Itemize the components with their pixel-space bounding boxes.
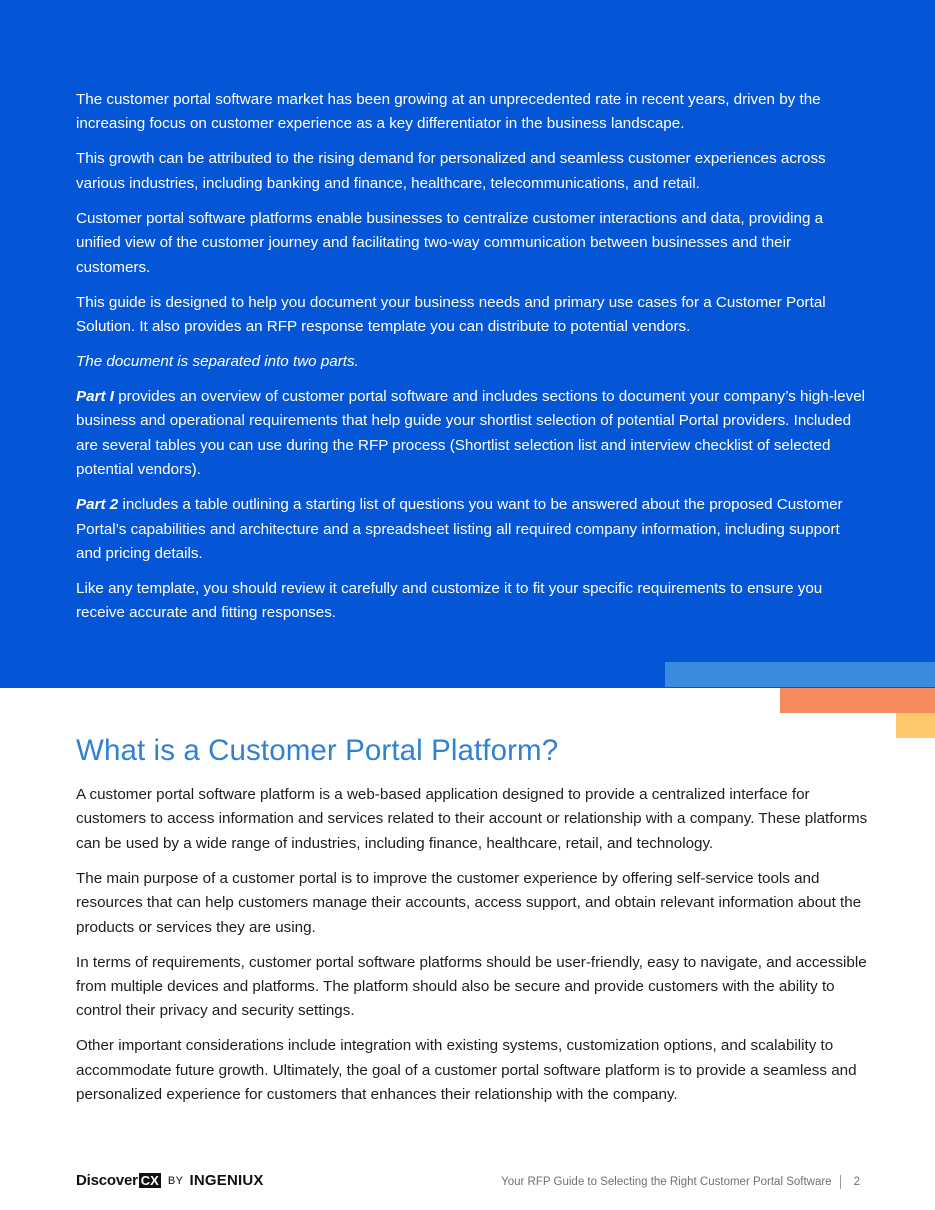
decorative-strip-blue — [665, 662, 935, 687]
logo-ingeniux: INGENIUX — [189, 1172, 264, 1189]
part-1-text: provides an overview of customer portal software and includes sections to document your company’s high-level business and operational requirements that help guide your shortlist selection of potential Portal providers. Included are several tables you can use during the RFP process (Shortlist selection list and interview checklist of selected potential vendors). — [76, 388, 866, 479]
section-paragraph-3: In terms of requirements, customer portal software platforms should be user-friendly, easy to navigate, and accessible from multiple devices and platforms. The platform should also be secure and provide customers with the ability to control their privacy and security settings. — [76, 953, 867, 1020]
logo-cx: CX — [140, 1173, 159, 1188]
intro-paragraph-3: Customer portal software platforms enable businesses to centralize customer interactions and data, providing a unified view of the customer journey and facilitating two-way communication between businesses and their customers. — [76, 209, 824, 276]
page-number: 2 — [853, 1176, 860, 1188]
logo-by: BY — [167, 1174, 184, 1187]
intro-paragraph-6 — [76, 385, 866, 483]
section-paragraph-4: Other important considerations include integration with existing systems, customization options, and scalability to accommodate future growth. Ultimately, the goal of a customer portal software platform is to provide a seamless and personalized experience for customers that enhances their relationship with the company. — [76, 1037, 857, 1104]
intro-paragraph-2: This growth can be attributed to the rising demand for personalized and seamless customer experiences across various industries, including banking and finance, healthcare, telecommunications, and retail. — [76, 150, 826, 192]
footer-document-title: Your RFP Guide to Selecting the Right Customer Portal Software — [501, 1176, 832, 1188]
decorative-strip-yellow — [896, 713, 935, 738]
intro-text — [76, 88, 866, 636]
intro-paragraph-8: Like any template, you should review it carefully and customize it to fit your specific requirements to ensure you receive accurate and fitting responses. — [76, 580, 823, 622]
page-footer — [76, 1170, 860, 1194]
section-paragraph-1: A customer portal software platform is a web-based application designed to provide a centralized interface for customers to access information and services related to their account or relationship with a company. These platforms can be used by a wide range of industries, including finance, healthcare, retail, and technology. — [76, 786, 868, 852]
part-2-label: Part 2 — [76, 496, 119, 514]
intro-paragraph-5 — [76, 350, 866, 374]
logo-discover: Discover — [76, 1172, 138, 1189]
part-1-label: Part I — [76, 388, 114, 406]
section-paragraph-2: The main purpose of a customer portal is to improve the customer experience by offering self-service tools and resources that can help customers manage their accounts, access support, and obtain relevant information about the products or services they are using. — [76, 869, 862, 936]
intro-italic-note: The document is separated into two parts. — [76, 353, 359, 371]
footer-meta — [501, 1175, 860, 1189]
intro-paragraph-1: The customer portal software market has been growing at an unprecedented rate in recent years, driven by the increasing focus on customer experience as a key differentiator in the business landscape. — [76, 91, 821, 133]
intro-paragraph-4: This guide is designed to help you document your business needs and primary use cases for a Customer Portal Solution. It also provides an RFP response template you can distribute to potential vendors. — [76, 293, 826, 336]
intro-paragraph-7 — [76, 493, 866, 566]
decorative-strip-orange — [780, 688, 935, 713]
part-2-text: includes a table outlining a starting list of questions you want to be answered about the proposed Customer Portal’s capabilities and architecture and a spreadsheet listing all required company information, including support and pricing details. — [76, 496, 843, 563]
section-title: What is a Customer Portal Platform? — [76, 734, 559, 767]
footer-divider — [840, 1175, 841, 1189]
brand-logo — [76, 1172, 264, 1189]
section-body — [76, 783, 871, 1118]
